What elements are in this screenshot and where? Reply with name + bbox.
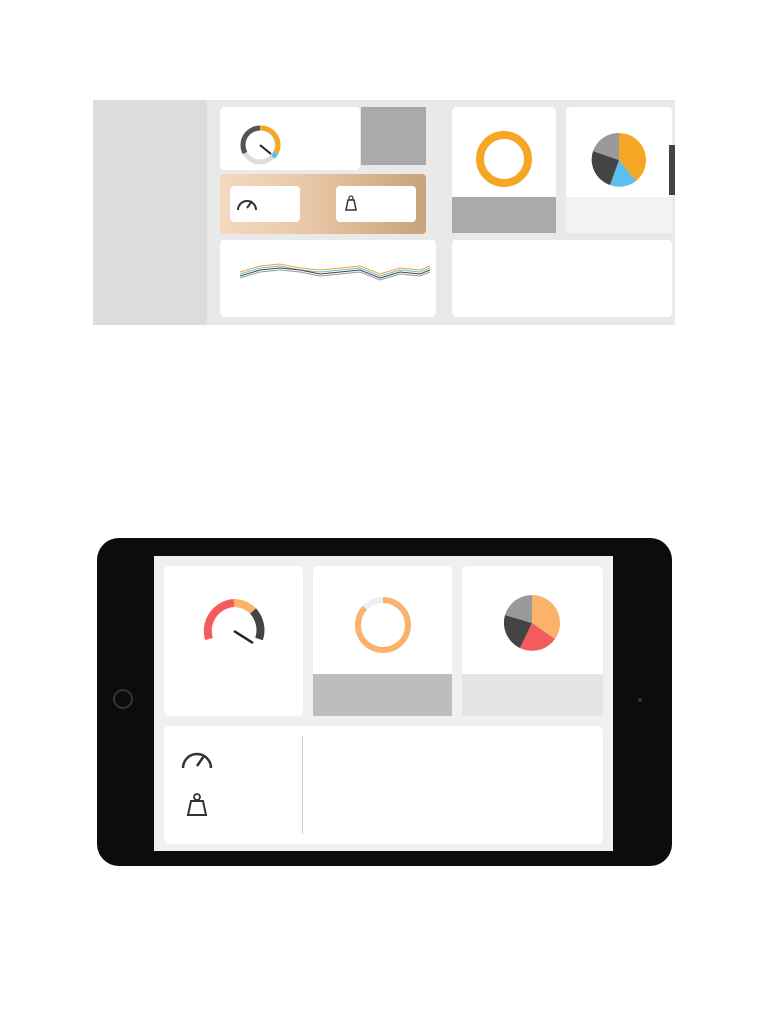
deliveries-by-destination-card xyxy=(462,566,603,716)
logistics-dashboard-image xyxy=(93,100,675,325)
fleet-table xyxy=(361,107,426,165)
country-pie xyxy=(590,131,648,189)
home-button xyxy=(113,689,133,709)
speedometer-icon xyxy=(236,194,258,212)
profit-line-chart xyxy=(240,252,430,292)
fleet-status-card xyxy=(220,107,360,170)
delivery-status-donut xyxy=(351,593,415,657)
loading-time-weight-card xyxy=(164,726,603,844)
delivery-donut xyxy=(474,129,534,189)
speedometer-icon-2 xyxy=(180,746,214,772)
avg-delivery-card xyxy=(452,240,672,317)
fleet-efficiency-gauge xyxy=(199,591,269,649)
delivery-status-card-2 xyxy=(313,566,452,716)
weight-icon xyxy=(342,194,360,212)
transportation-dashboard-screen xyxy=(154,556,613,851)
camera-dot xyxy=(638,698,642,702)
loading-time-weight-chart xyxy=(314,740,599,840)
loading-photo-card xyxy=(220,174,426,234)
profit-by-country-card xyxy=(220,240,436,317)
weight-icon-2 xyxy=(184,792,210,818)
avg-delivery-bars xyxy=(472,252,662,292)
deliveries-by-country-card xyxy=(566,107,672,233)
fleet-gauge xyxy=(238,121,286,167)
delivery-status-card xyxy=(452,107,556,233)
fleet-card xyxy=(164,566,303,716)
destination-pie xyxy=(502,593,562,653)
